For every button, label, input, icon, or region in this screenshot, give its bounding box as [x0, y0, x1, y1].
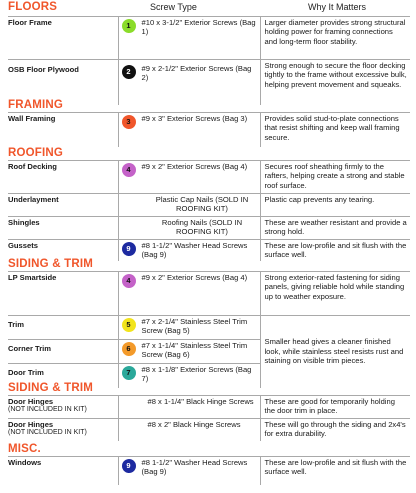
- misc-table: [8, 456, 410, 485]
- bag-number-badge: 9: [122, 459, 136, 473]
- bag-number-badge: 6: [122, 342, 136, 356]
- why-text: These will go through the siding and 2x4's for extra durability.: [264, 419, 406, 438]
- table-row: [8, 396, 410, 419]
- table-row: [8, 418, 410, 441]
- why-text: These are low-profile and sit flush with the surface well.: [264, 458, 407, 477]
- roofing-table: [8, 160, 410, 261]
- why-text: These are weather resistant and provide a strong hold.: [264, 218, 407, 237]
- part-name: [8, 397, 115, 415]
- section-framing: [8, 96, 410, 147]
- part-name: Floor Frame: [8, 18, 52, 27]
- screw-type: #9 x 2-1/2" Exterior Screws (Bag 2): [141, 64, 252, 83]
- table-row: [8, 17, 410, 60]
- bag-number-badge: 5: [122, 318, 136, 332]
- part-name: Wall Framing: [8, 114, 56, 123]
- part-name: Roof Decking: [8, 162, 57, 171]
- part-name: [8, 420, 115, 438]
- part-name: OSB Floor Plywood: [8, 65, 79, 74]
- part-label: Door Hinges: [8, 419, 54, 429]
- part-name: Shingles: [8, 218, 40, 227]
- bag-number-badge: 4: [122, 163, 136, 177]
- section-title-floors: FLOORS: [8, 1, 58, 13]
- section-misc: [8, 440, 410, 485]
- screw-type: #7 x 1-1/4" Stainless Steel Trim Screw (Bag 6): [141, 341, 248, 360]
- section-title-siding-trim-2: SIDING & TRIM: [8, 381, 94, 394]
- screw-type: #9 x 2" Exterior Screws (Bag 4): [141, 273, 248, 282]
- column-header-why: Why It Matters: [308, 2, 367, 12]
- section-siding-trim-extra: [8, 379, 410, 441]
- why-text: Provides solid stud-to-plate connections that resist shifting and keep wall framing secure.: [264, 114, 400, 142]
- screw-type: #10 x 3-1/2" Exterior Screws (Bag 1): [141, 18, 256, 37]
- why-text: Secures roof sheathing firmly to the rafters, helping create a strong and stable roof surface.: [264, 162, 405, 190]
- part-name: Gussets: [8, 240, 38, 250]
- why-text: Strong enough to secure the floor decking tightly to the frame without excessive bulk, helping prevent movement and squeaks.: [264, 61, 407, 89]
- section-roofing: [8, 144, 410, 261]
- part-name: Trim: [8, 320, 25, 329]
- table-row: [8, 217, 410, 240]
- table-row: [8, 316, 410, 340]
- bag-number-badge: 1: [122, 19, 136, 33]
- part-name: Underlayment: [8, 195, 59, 204]
- bag-number-badge: 7: [122, 366, 136, 380]
- bag-number-badge: 3: [122, 115, 136, 129]
- part-name: Door Trim: [8, 368, 44, 377]
- screw-type: #8 x 2" Black Hinge Screws: [147, 419, 241, 429]
- why-text: Larger diameter provides strong structural holding power for framing connections and long-term floor stability.: [264, 18, 406, 46]
- siding-extra-table: [8, 395, 410, 441]
- section-siding-trim: [8, 255, 410, 388]
- screw-type: #9 x 2" Exterior Screws (Bag 4): [141, 162, 248, 171]
- section-title-framing: FRAMING: [8, 98, 64, 111]
- column-header-screw-type: Screw Type: [150, 2, 197, 12]
- screw-type: Roofing Nails (SOLD IN ROOFING KIT): [161, 218, 243, 237]
- part-label: Door Hinges: [8, 397, 54, 406]
- floors-table: [8, 16, 410, 105]
- siding-table: [8, 271, 410, 388]
- section-title-siding-trim: SIDING & TRIM: [8, 257, 94, 270]
- table-row: [8, 161, 410, 194]
- why-text: These are low-profile and sit flush with the surface well.: [264, 240, 407, 259]
- screw-type: #8 1-1/2" Washer Head Screws (Bag 9): [141, 458, 248, 477]
- screw-type: #8 x 1-1/8" Exterior Screws (Bag 7): [141, 365, 252, 384]
- part-name: Windows: [8, 458, 42, 467]
- why-text: Smaller head gives a cleaner finished look, while stainless steel resists rust and staining on visible trim pieces.: [264, 337, 404, 365]
- screw-type: #8 1-1/2" Washer Head Screws (Bag 9): [141, 240, 248, 259]
- screw-type: #7 x 2-1/4" Stainless Steel Trim Screw (Bag 5): [141, 317, 248, 336]
- bag-number-badge: 2: [122, 65, 136, 79]
- bag-number-badge: 4: [122, 274, 136, 288]
- table-row: [8, 194, 410, 217]
- screw-type: #9 x 3" Exterior Screws (Bag 3): [141, 114, 248, 123]
- header-row: [8, 0, 410, 16]
- screw-type: Plastic Cap Nails (SOLD IN ROOFING KIT): [155, 195, 249, 214]
- framing-table: [8, 112, 410, 147]
- screw-type: #8 x 1-1/4" Black Hinge Screws: [147, 397, 254, 406]
- why-text: Plastic cap prevents any tearing.: [264, 195, 375, 204]
- table-row: [8, 113, 410, 147]
- section-title-misc: MISC.: [8, 442, 41, 455]
- part-name: LP Smartside: [8, 273, 57, 282]
- not-included-note: (NOT INCLUDED IN KIT): [8, 428, 87, 436]
- table-row: [8, 272, 410, 316]
- bag-number-badge: 9: [122, 242, 136, 256]
- not-included-note: (NOT INCLUDED IN KIT): [8, 406, 87, 414]
- why-text: These are good for temporarily holding the door trim in place.: [264, 397, 395, 416]
- section-floors: [8, 16, 410, 105]
- part-name: Corner Trim: [8, 344, 52, 353]
- why-text: Strong exterior-rated fastening for siding panels, giving reliable hold while standing up to weather exposure.: [264, 273, 405, 301]
- section-title-roofing: ROOFING: [8, 146, 64, 159]
- table-row: [8, 457, 410, 485]
